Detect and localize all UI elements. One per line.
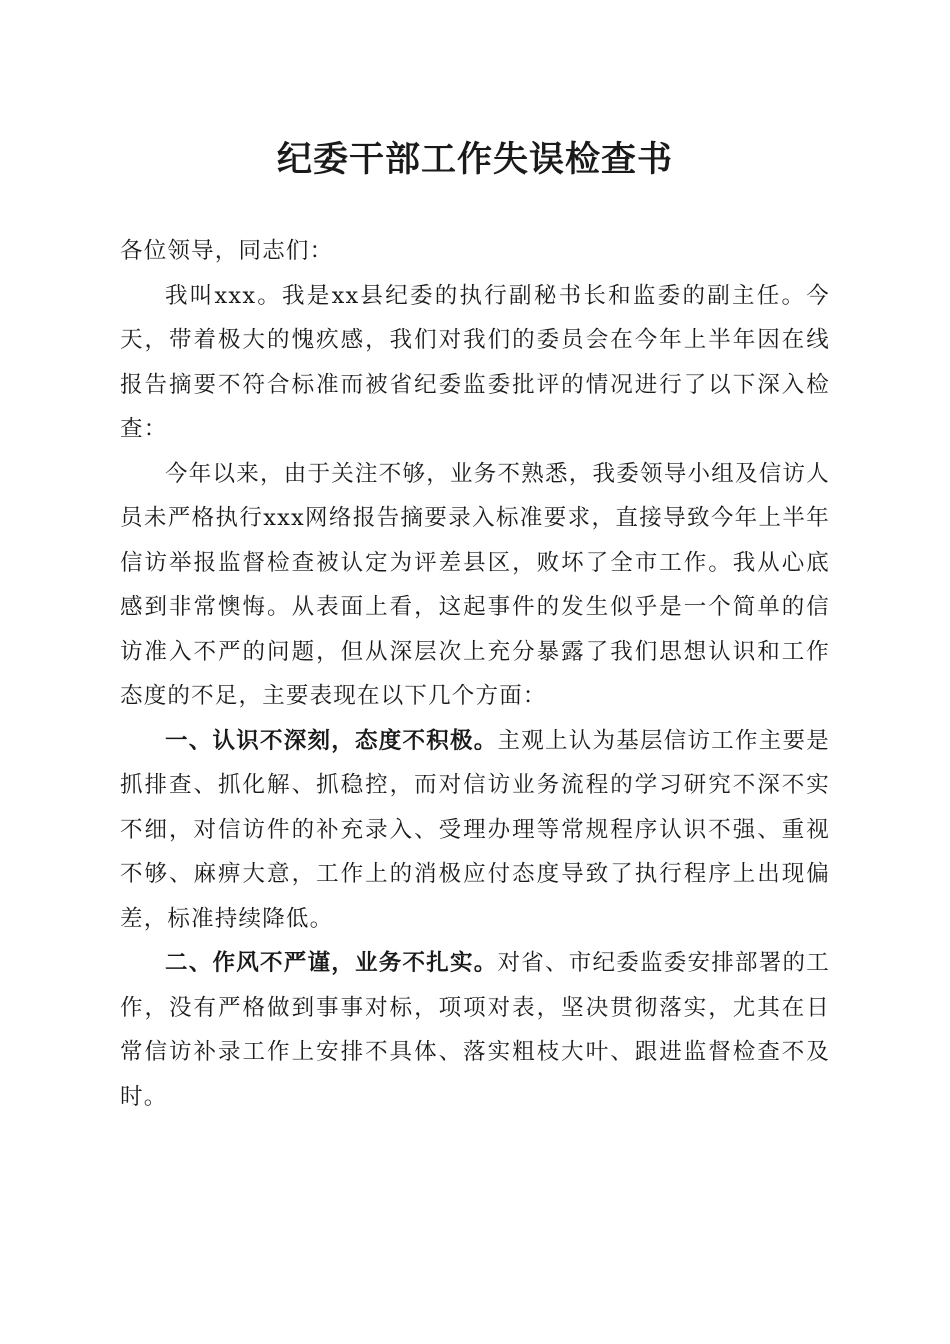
document-page xyxy=(120,0,830,1119)
point-heading: 二、作风不严谨，业务不扎实。 xyxy=(165,950,498,976)
paragraph-text: 今年以来，由于关注不够，业务不熟悉，我委领导小组及信访人员未严格执行xxx网络报告摘要录入标准要求，直接导致今年上半年信访举报监督检查被认定为评差县区，败坏了全市工作。我从心底感到非常懊悔。从表面上看，这起事件的发生似乎是一个简单的信访准入不严的问题，但从深层次上充分暴露了我们思想认识和工作态度的不足，主要表现在以下几个方面： xyxy=(120,460,830,709)
document-body xyxy=(120,229,830,1119)
paragraph-intro xyxy=(120,274,830,452)
paragraph-text: 对省、市纪委监委安排部署的工作，没有严格做到事事对标，项项对表，坚决贯彻落实，尤其在日常信访补录工作上安排不具体、落实粗枝大叶、跟进监督检查不及时。 xyxy=(120,950,830,1110)
paragraph-text: 我叫xxx。我是xx县纪委的执行副秘书长和监委的副主任。今天，带着极大的愧疚感，我们对我们的委员会在今年上半年因在线报告摘要不符合标准而被省纪委监委批评的情况进行了以下深入检查： xyxy=(120,282,830,442)
salutation: 各位领导，同志们： xyxy=(120,238,334,264)
paragraph-point-two xyxy=(120,941,830,1119)
paragraph-text: 主观上认为基层信访工作主要是抓排查、抓化解、抓稳控，而对信访业务流程的学习研究不深不实不细，对信访件的补充录入、受理办理等常规程序认识不强、重视不够、麻痹大意，工作上的消极应付态度导致了执行程序上出现偏差，标准持续降低。 xyxy=(120,727,830,932)
paragraph-point-one xyxy=(120,719,830,942)
point-heading: 一、认识不深刻，态度不积极。 xyxy=(165,727,498,754)
paragraph-background xyxy=(120,452,830,719)
document-title: 纪委干部工作失误检查书 xyxy=(276,139,673,180)
